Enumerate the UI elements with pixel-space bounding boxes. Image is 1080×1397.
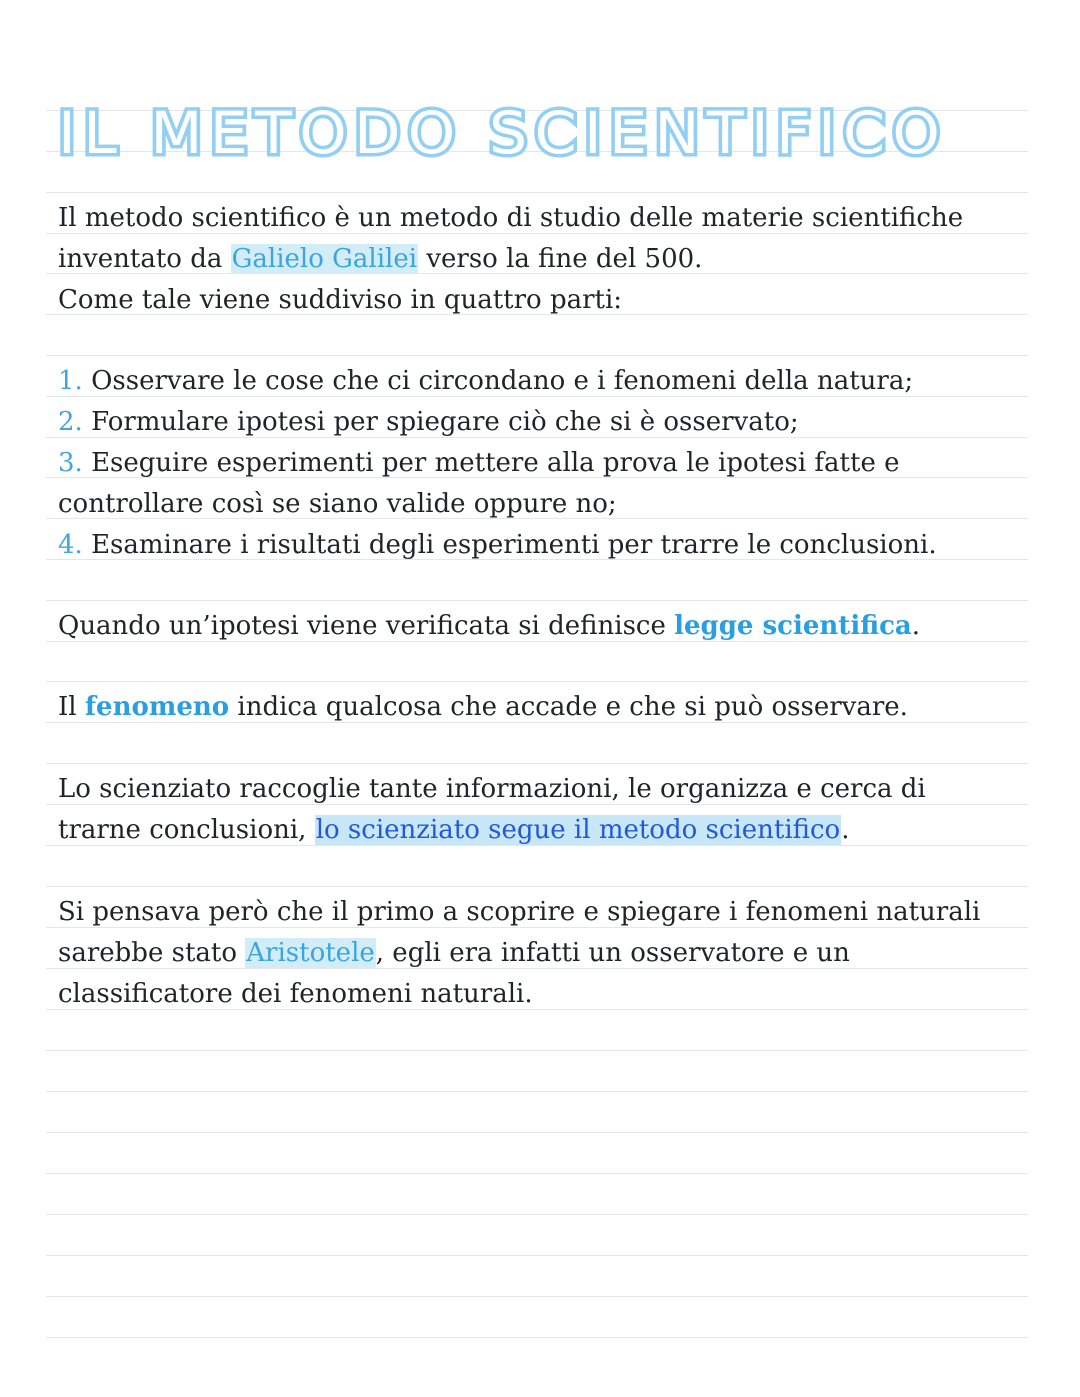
step-number: 3. (58, 448, 83, 478)
step-item (58, 528, 937, 562)
intro-line (58, 283, 622, 317)
aristotle-text: Si pensava però che il primo a scoprire e spiegare i fenomeni naturali (58, 897, 981, 927)
step-text: controllare così se siano valide oppure no; (58, 489, 617, 519)
aristotle-text: classificatore dei fenomeni naturali. (58, 979, 533, 1009)
ruled-line (46, 192, 1028, 193)
method-highlight: lo scienziato segue il metodo scientifico (315, 815, 841, 845)
aristotle-text: , egli era infatti un osservatore e un (375, 938, 850, 968)
step-text: Formulare ipotesi per spiegare ciò che si è osservato; (82, 407, 799, 437)
scientist-line (58, 813, 849, 847)
step-number: 4. (58, 530, 83, 560)
aristotle-line (58, 977, 533, 1011)
scientist-text: . (841, 815, 850, 845)
page-title-text: IL METODO SCIENTIFICO (58, 99, 948, 167)
step-item (58, 446, 900, 480)
step-text: Eseguire esperimenti per mettere alla prova le ipotesi fatte e (82, 448, 900, 478)
ruled-line (46, 1337, 1028, 1338)
step-number: 2. (58, 407, 83, 437)
ruled-line (46, 1173, 1028, 1174)
aristotle-text: sarebbe stato (58, 938, 246, 968)
step-text: Osservare le cose che ci circondano e i fenomeni della natura; (82, 366, 914, 396)
phenomenon-definition (58, 690, 908, 724)
aristotle-line (58, 895, 980, 929)
ruled-line (46, 1255, 1028, 1256)
aristotle-highlight: Aristotele (246, 938, 375, 968)
intro-line (58, 242, 702, 276)
step-continuation (58, 487, 617, 521)
intro-text: Come tale viene suddiviso in quattro parti: (58, 285, 623, 315)
ruled-line (46, 1296, 1028, 1297)
page-title (58, 96, 947, 170)
law-definition (58, 609, 920, 643)
aristotle-line (58, 936, 850, 970)
phenomenon-text: indica qualcosa che accade e che si può osservare. (229, 692, 908, 722)
step-number: 1. (58, 366, 83, 396)
intro-text: Il metodo scientifico è un metodo di studio delle materie scientifiche (58, 203, 964, 233)
step-item (58, 405, 799, 439)
ruled-line (46, 355, 1028, 356)
ruled-line (46, 1050, 1028, 1051)
law-term: legge scientifica (674, 611, 912, 641)
galileo-highlight: Galielo Galilei (231, 244, 418, 274)
intro-line (58, 201, 963, 235)
phenomenon-term: fenomeno (84, 692, 230, 722)
ruled-line (46, 1214, 1028, 1215)
law-text: . (911, 611, 921, 641)
phenomenon-text: Il (58, 692, 85, 722)
step-text: Esaminare i risultati degli esperimenti per trarre le conclusioni. (82, 530, 937, 560)
ruled-line (46, 1091, 1028, 1092)
step-item (58, 364, 913, 398)
law-text: Quando un’ipotesi viene verificata si definisce (58, 611, 675, 641)
scientist-text: trarne conclusioni, (58, 815, 315, 845)
intro-text: verso la fine del 500. (418, 244, 703, 274)
ruled-line (46, 1132, 1028, 1133)
scientist-line (58, 772, 926, 806)
intro-text: inventato da (58, 244, 231, 274)
scientist-text: Lo scienziato raccoglie tante informazioni, le organizza e cerca di (58, 774, 926, 804)
ruled-line (46, 763, 1028, 764)
ruled-line (46, 681, 1028, 682)
ruled-line (46, 600, 1028, 601)
ruled-line (46, 886, 1028, 887)
